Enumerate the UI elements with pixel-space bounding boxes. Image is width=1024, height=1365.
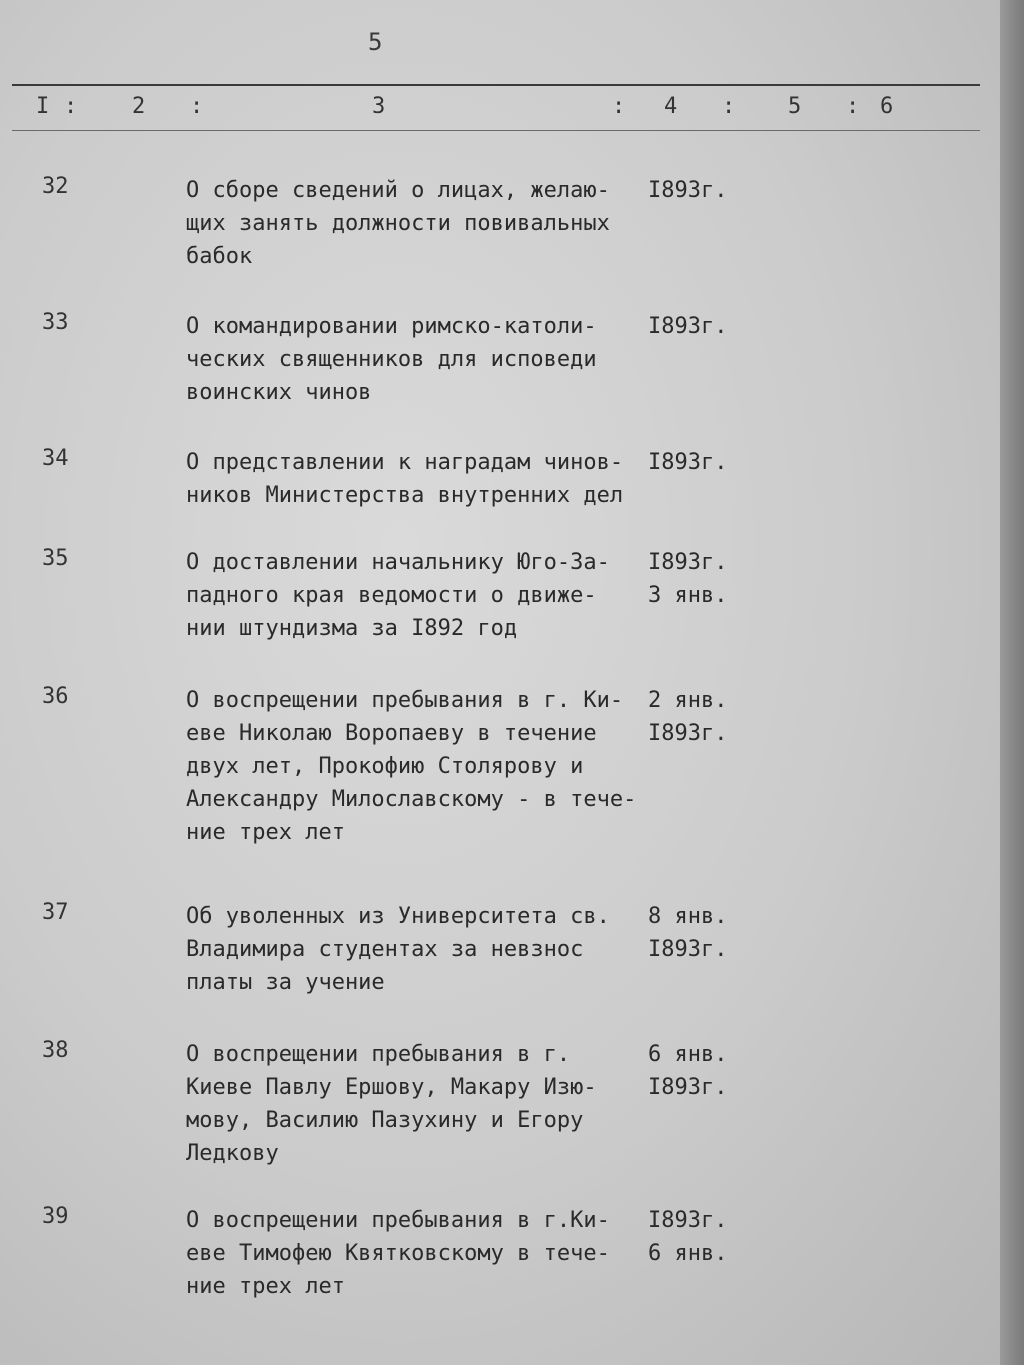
entry-number: 33 — [42, 310, 69, 335]
entry-title: О представлении к наградам чинов- ников Министерства внутренних дел — [186, 450, 624, 508]
entry-date: I893г. 3 янв. — [648, 550, 728, 608]
entry-date: I893г. — [648, 314, 728, 339]
entry-date: 8 янв. I893г. — [648, 904, 728, 962]
entry-number: 32 — [42, 174, 69, 199]
entry-number: 37 — [42, 900, 69, 925]
entry-title: О воспрещении пребывания в г. Ки- еве Николаю Воропаеву в течение двух лет, Прокофию Столярову и Александру Милославскому - в тече- ние трех лет — [186, 688, 637, 845]
entry-number: 34 — [42, 446, 69, 471]
column-header-3: 3 — [372, 94, 386, 119]
entry-number: 39 — [42, 1204, 69, 1229]
column-header-4: 4 — [664, 94, 678, 119]
entry-title: О командировании римско-католи- ческих священников для исповеди воинских чинов — [186, 314, 597, 405]
column-header-row — [0, 94, 1000, 130]
entry-date: I893г. — [648, 450, 728, 475]
column-header-6: 6 — [880, 94, 894, 119]
entry-date: I893г. 6 янв. — [648, 1208, 728, 1266]
entry-title: О доставлении начальнику Юго-За- падного края ведомости о движе- нии штундизма за I892 год — [186, 550, 610, 641]
column-separator: : — [612, 94, 626, 119]
column-separator: : — [846, 94, 860, 119]
column-separator: : — [64, 94, 78, 119]
entry-title: О воспрещении пребывания в г.Ки- еве Тимофею Квятковскому в тече- ние трех лет — [186, 1208, 610, 1299]
entry-title: Об уволенных из Университета св. Владимира студентах за невзнос платы за учение — [186, 904, 610, 995]
entry-title: О воспрещении пребывания в г. Киеве Павлу Ершову, Макару Изю- мову, Василию Пазухину и Егору Ледкову — [186, 1042, 597, 1166]
header-bottom-rule — [12, 130, 980, 131]
column-header-2: 2 — [132, 94, 146, 119]
column-header-1: I — [36, 94, 50, 119]
entry-date: 2 янв. I893г. — [648, 688, 728, 746]
header-top-rule — [12, 84, 980, 86]
column-header-5: 5 — [788, 94, 802, 119]
entry-date: I893г. — [648, 178, 728, 203]
entry-date: 6 янв. I893г. — [648, 1042, 728, 1100]
entry-number: 36 — [42, 684, 69, 709]
entry-number: 38 — [42, 1038, 69, 1063]
entry-title: О сборе сведений о лицах, желаю- щих занять должности повивальных бабок — [186, 178, 610, 269]
page-number: 5 — [368, 28, 383, 56]
column-separator: : — [722, 94, 736, 119]
column-separator: : — [190, 94, 204, 119]
entry-number: 35 — [42, 546, 69, 571]
page-edge-shadow — [1000, 0, 1024, 1365]
